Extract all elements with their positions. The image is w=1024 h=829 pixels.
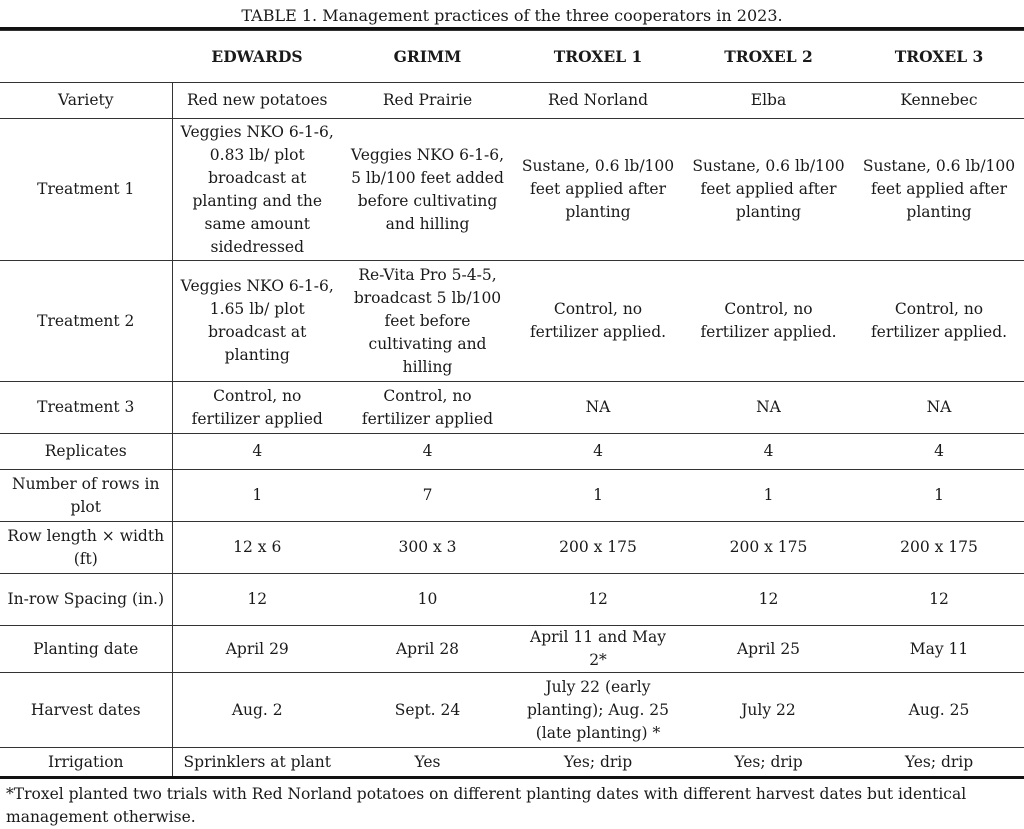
table-cell: April 28 xyxy=(342,626,513,673)
table-row-variety xyxy=(0,83,1024,119)
table-row-replicates xyxy=(0,434,1024,470)
table-cell: Aug. 25 xyxy=(854,673,1024,748)
table-cell: Sprinklers at plant xyxy=(172,748,342,778)
table-cell: Red Prairie xyxy=(342,83,513,119)
table-cell: Sept. 24 xyxy=(342,673,513,748)
table-cell: Control, no fertilizer applied. xyxy=(683,261,854,382)
table-cell: 1 xyxy=(172,470,342,522)
table-cell: Red Norland xyxy=(513,83,683,119)
table-cell: July 22 (early planting); Aug. 25 (late planting) * xyxy=(513,673,683,748)
table-cell: Sustane, 0.6 lb/100 feet applied after planting xyxy=(683,119,854,261)
row-label: Planting date xyxy=(0,626,172,673)
table-cell: April 11 and May 2* xyxy=(513,626,683,673)
header-row xyxy=(0,31,1024,83)
row-label: Treatment 2 xyxy=(0,261,172,382)
table-cell: 200 x 175 xyxy=(683,522,854,574)
header-edwards: EDWARDS xyxy=(172,31,342,83)
table-cell: 4 xyxy=(683,434,854,470)
table-footnote: *Troxel planted two trials with Red Norland potatoes on different planting dates with different harvest dates but identical management otherwise. xyxy=(6,785,967,826)
table-cell: 12 xyxy=(513,574,683,626)
row-label: Row length × width (ft) xyxy=(0,522,172,574)
table-cell: 4 xyxy=(513,434,683,470)
table-cell: 4 xyxy=(854,434,1024,470)
table-row-treatment-2 xyxy=(0,261,1024,382)
table-cell: Yes; drip xyxy=(513,748,683,778)
table-cell: 12 xyxy=(854,574,1024,626)
table-cell: Kennebec xyxy=(854,83,1024,119)
table-cell: 1 xyxy=(683,470,854,522)
table-caption: TABLE 1. Management practices of the three cooperators in 2023. xyxy=(0,0,1024,30)
table-cell: 12 xyxy=(172,574,342,626)
table-cell: Sustane, 0.6 lb/100 feet applied after planting xyxy=(513,119,683,261)
table-cell: NA xyxy=(683,382,854,434)
table-cell: Yes; drip xyxy=(854,748,1024,778)
header-troxel-2: TROXEL 2 xyxy=(683,31,854,83)
table-cell: Yes xyxy=(342,748,513,778)
table-cell: Yes; drip xyxy=(683,748,854,778)
row-label: Number of rows in plot xyxy=(0,470,172,522)
row-label: Treatment 3 xyxy=(0,382,172,434)
table-cell: 7 xyxy=(342,470,513,522)
table-cell: NA xyxy=(513,382,683,434)
row-label: Irrigation xyxy=(0,748,172,778)
table-cell: Veggies NKO 6-1-6, 0.83 lb/ plot broadcast at planting and the same amount sidedressed xyxy=(172,119,342,261)
table-cell: 4 xyxy=(342,434,513,470)
table-cell: 300 x 3 xyxy=(342,522,513,574)
table-row-irrigation xyxy=(0,748,1024,778)
table-cell: July 22 xyxy=(683,673,854,748)
table-row-in-row-spacing xyxy=(0,574,1024,626)
table-cell: 1 xyxy=(854,470,1024,522)
header-troxel-1: TROXEL 1 xyxy=(513,31,683,83)
table-cell: NA xyxy=(854,382,1024,434)
table-cell: 200 x 175 xyxy=(854,522,1024,574)
table-row-treatment-3 xyxy=(0,382,1024,434)
row-label: Treatment 1 xyxy=(0,119,172,261)
management-practices-table xyxy=(0,30,1024,779)
table-cell: 10 xyxy=(342,574,513,626)
header-empty-cell xyxy=(0,31,172,83)
table-cell: April 29 xyxy=(172,626,342,673)
row-label: Variety xyxy=(0,83,172,119)
table-cell: Control, no fertilizer applied xyxy=(172,382,342,434)
table-cell: Elba xyxy=(683,83,854,119)
row-label: Harvest dates xyxy=(0,673,172,748)
table-cell: Re-Vita Pro 5-4-5, broadcast 5 lb/100 feet before cultivating and hilling xyxy=(342,261,513,382)
table-row-row-length-width xyxy=(0,522,1024,574)
table-cell: April 25 xyxy=(683,626,854,673)
table-cell: 1 xyxy=(513,470,683,522)
table-cell: 200 x 175 xyxy=(513,522,683,574)
table-cell: 12 x 6 xyxy=(172,522,342,574)
table-cell: 4 xyxy=(172,434,342,470)
table-cell: Control, no fertilizer applied. xyxy=(513,261,683,382)
table-cell: Sustane, 0.6 lb/100 feet applied after planting xyxy=(854,119,1024,261)
table-cell: Veggies NKO 6-1-6, 5 lb/100 feet added before cultivating and hilling xyxy=(342,119,513,261)
table-cell: Red new potatoes xyxy=(172,83,342,119)
table-cell: Control, no fertilizer applied xyxy=(342,382,513,434)
table-row-planting-date xyxy=(0,626,1024,673)
table-cell: Control, no fertilizer applied. xyxy=(854,261,1024,382)
table-cell: May 11 xyxy=(854,626,1024,673)
table-row-treatment-1 xyxy=(0,119,1024,261)
header-grimm: GRIMM xyxy=(342,31,513,83)
table-row-number-of-rows xyxy=(0,470,1024,522)
header-troxel-3: TROXEL 3 xyxy=(854,31,1024,83)
table-cell: 12 xyxy=(683,574,854,626)
table-row-harvest-dates xyxy=(0,673,1024,748)
row-label: In-row Spacing (in.) xyxy=(0,574,172,626)
table-cell: Aug. 2 xyxy=(172,673,342,748)
table-cell: Veggies NKO 6-1-6, 1.65 lb/ plot broadcast at planting xyxy=(172,261,342,382)
row-label: Replicates xyxy=(0,434,172,470)
